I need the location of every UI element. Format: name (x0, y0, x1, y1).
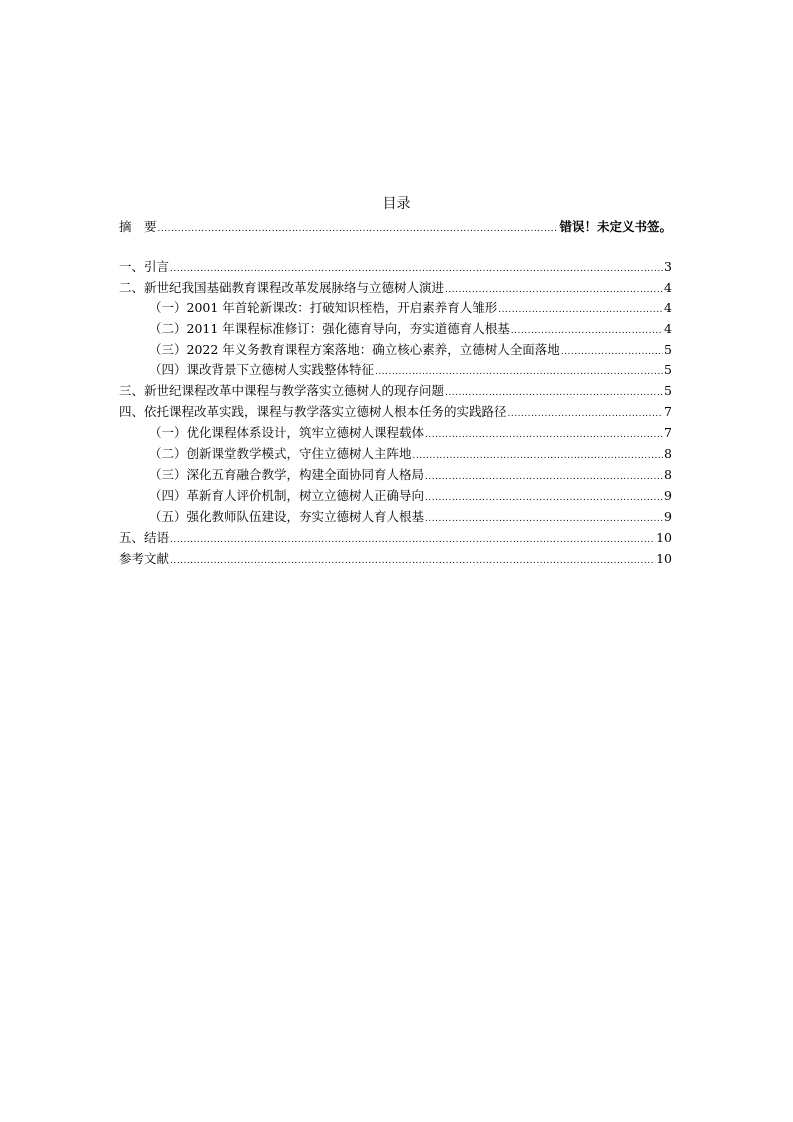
toc-entry-page-error: 错误！未定义书签。 (559, 219, 672, 234)
toc-entry-page: 9 (664, 509, 672, 524)
toc-entry-text: 三、新世纪课程改革中课程与教学落实立德树人的现存问题 (119, 383, 445, 398)
toc-entry-text: 四、依托课程改革实践，课程与教学落实立德树人根本任务的实践路径 (119, 404, 507, 419)
toc-dot-leader (425, 470, 663, 484)
toc-dot-leader (170, 262, 663, 276)
toc-dot-leader (425, 428, 663, 442)
toc-entry[interactable] (119, 380, 672, 400)
toc-entry-text: （二）2011 年课程标准修订：强化德育导向，夯实道德育人根基 (149, 321, 510, 336)
toc-dot-leader (498, 303, 663, 317)
toc-entry-page: 8 (664, 467, 672, 482)
toc-entry-text: （四）课改背景下立德树人实践整体特征 (149, 362, 375, 377)
toc-entry-text: （二）创新课堂教学模式，守住立德树人主阵地 (149, 446, 412, 461)
toc-entry-page: 4 (664, 321, 672, 336)
toc-entry-page: 4 (664, 300, 672, 315)
toc-entry-page: 5 (664, 362, 672, 377)
toc-entry-page: 5 (664, 342, 672, 357)
toc-entry[interactable] (119, 527, 672, 547)
toc-entry[interactable] (119, 256, 672, 276)
toc-entry-page: 5 (664, 383, 672, 398)
toc-subentry[interactable] (119, 464, 672, 484)
toc-subentry[interactable] (119, 443, 672, 463)
toc-dot-leader (158, 222, 559, 236)
toc-dot-leader (511, 324, 663, 338)
toc-entry-text: 摘 要 (119, 219, 157, 234)
toc-entry-text: （三）深化五育融合教学，构建全面协同育人格局 (149, 467, 425, 482)
toc-dot-leader (170, 554, 655, 568)
toc-entry-page: 7 (664, 425, 672, 440)
toc-subentry[interactable] (119, 297, 672, 317)
toc-entry-text: （五）强化教师队伍建设，夯实立德树人育人根基 (149, 509, 425, 524)
toc-entry[interactable] (119, 401, 672, 421)
toc-entry-page: 10 (656, 530, 672, 545)
toc-entry-text: 参考文献 (119, 551, 170, 566)
toc-subentry[interactable] (119, 485, 672, 505)
toc-subentry[interactable] (119, 422, 672, 442)
toc-entry-text: （一）2001 年首轮新课改：打破知识桎梏，开启素养育人雏形 (149, 300, 498, 315)
toc-dot-leader (425, 512, 663, 526)
toc-entry-page: 4 (664, 280, 672, 295)
toc-entry-page: 3 (664, 259, 672, 274)
toc-subentry[interactable] (119, 339, 672, 359)
toc-entry-text: 五、结语 (119, 530, 170, 545)
toc-dot-leader (508, 407, 664, 421)
toc-title: 目录 (382, 196, 411, 212)
toc-entry-text: （一）优化课程体系设计，筑牢立德树人课程载体 (149, 425, 425, 440)
toc-dot-leader (561, 345, 663, 359)
toc-entry-text: （三）2022 年义务教育课程方案落地：确立核心素养，立德树人全面落地 (149, 342, 560, 357)
toc-subentry[interactable] (119, 318, 672, 338)
toc-entry-page: 10 (656, 551, 672, 566)
toc-dot-leader (445, 386, 663, 400)
toc-dot-leader (170, 533, 655, 547)
toc-dot-leader (375, 365, 663, 379)
toc-entry-page: 9 (664, 488, 672, 503)
toc-entry[interactable] (119, 548, 672, 568)
toc-entry[interactable] (119, 277, 672, 297)
toc-entry-page: 8 (664, 446, 672, 461)
toc-subentry[interactable] (119, 506, 672, 526)
toc-dot-leader (413, 449, 664, 463)
toc-entry-abstract[interactable] (119, 216, 672, 236)
toc-entry-page: 7 (664, 404, 672, 419)
toc-entry-text: （四）革新育人评价机制，树立立德树人正确导向 (149, 488, 425, 503)
toc-subentry[interactable] (119, 359, 672, 379)
toc-entry-text: 二、新世纪我国基础教育课程改革发展脉络与立德树人演进 (119, 280, 445, 295)
toc-entry-text: 一、引言 (119, 259, 170, 274)
toc-dot-leader (425, 491, 663, 505)
toc-dot-leader (445, 283, 663, 297)
